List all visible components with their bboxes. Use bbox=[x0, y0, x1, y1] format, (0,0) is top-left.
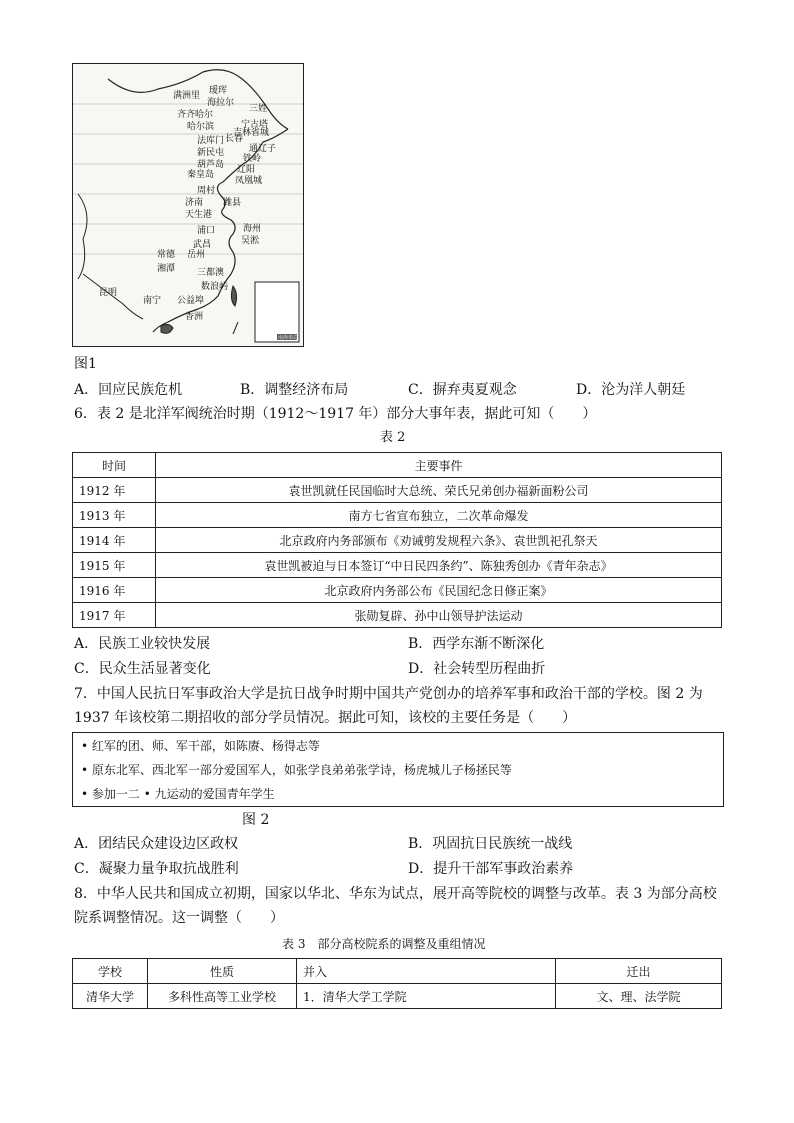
table-cell: 1913 年 bbox=[73, 503, 156, 528]
map-city-label: 新民屯 bbox=[197, 148, 225, 158]
map-city-label: 南宁 bbox=[143, 296, 162, 306]
map-city-label: 天生港 bbox=[185, 210, 213, 220]
q8-stem-line1: 8．中华人民共和国成立初期，国家以华北、华东为试点，展开高等院校的调整与改革。表 3 为部分高校 bbox=[74, 886, 717, 902]
map-city-label: 满洲里 bbox=[173, 91, 201, 101]
map-city-label: 秦皇岛 bbox=[187, 170, 215, 180]
table-header-row bbox=[73, 959, 722, 984]
table-cell: 北京政府内务部公布《民国纪念日修正案》 bbox=[156, 578, 722, 603]
map-inset-label: 南海诸岛 bbox=[278, 335, 299, 341]
table-cell: 张勋复辟、孙中山领导护法运动 bbox=[156, 603, 722, 628]
table-2-title: 表 2 bbox=[380, 430, 406, 445]
table-cell: 1916 年 bbox=[73, 578, 156, 603]
figure-2-box bbox=[72, 732, 724, 807]
map-city-label: 瑷珲 bbox=[209, 86, 228, 96]
table-cell: 1912 年 bbox=[73, 478, 156, 503]
map-city-label: 三都澳 bbox=[197, 268, 225, 278]
q7-option-a[interactable]: A．团结民众建设边区政权 bbox=[74, 836, 239, 852]
table-cell: 南方七省宣布独立，二次革命爆发 bbox=[156, 503, 722, 528]
table-row bbox=[73, 503, 722, 528]
map-city-label: 岳州 bbox=[187, 250, 206, 260]
map-city-label: 公益埠 bbox=[177, 296, 205, 306]
q5-option-d[interactable]: D．沦为洋人朝廷 bbox=[576, 382, 686, 398]
figure-2-item: • 红军的团、师、军干部，如陈赓、杨得志等 bbox=[81, 739, 320, 753]
map-city-label: 三姓 bbox=[249, 104, 268, 114]
table-header-cell: 性质 bbox=[148, 959, 297, 984]
q6-option-b[interactable]: B．西学东渐不断深化 bbox=[408, 636, 545, 652]
table-cell: 1915 年 bbox=[73, 553, 156, 578]
q8-stem-line2: 院系调整情况。这一调整（ ） bbox=[74, 910, 284, 926]
map-city-label: 凤凰城 bbox=[235, 176, 263, 186]
q5-option-b[interactable]: B．调整经济布局 bbox=[240, 382, 349, 398]
table-cell: 1．清华大学工学院 bbox=[297, 984, 556, 1009]
table-cell: 北京政府内务部颁布《劝诫剪发规程六条》、袁世凯祀孔祭天 bbox=[156, 528, 722, 553]
map-city-label: 数浪屿 bbox=[201, 282, 229, 292]
table-header-cell: 迁出 bbox=[556, 959, 722, 984]
table-3-title: 表 3 部分高校院系的调整及重组情况 bbox=[282, 937, 486, 951]
q6-option-c[interactable]: C．民众生活显著变化 bbox=[74, 661, 211, 677]
table-3 bbox=[72, 958, 722, 1009]
q5-option-c[interactable]: C．摒弃夷夏观念 bbox=[408, 382, 517, 398]
map-city-label: 潍县 bbox=[223, 198, 242, 208]
table-cell: 袁世凯就任民国临时大总统、荣氏兄弟创办福新面粉公司 bbox=[156, 478, 722, 503]
map-city-label: 齐齐哈尔 bbox=[177, 110, 214, 120]
table-cell: 袁世凯被迫与日本签订“中日民四条约”、陈独秀创办《青年杂志》 bbox=[156, 553, 722, 578]
q7-option-c[interactable]: C．凝聚力量争取抗战胜利 bbox=[74, 861, 239, 877]
table-cell: 1914 年 bbox=[73, 528, 156, 553]
map-city-label: 周村 bbox=[197, 186, 216, 196]
figure-2-item: • 参加一二 • 九运动的爱国青年学生 bbox=[81, 787, 275, 801]
map-city-label: 昆明 bbox=[99, 288, 118, 298]
map-city-label: 香洲 bbox=[185, 312, 204, 322]
map-city-label: 浦口 bbox=[197, 226, 216, 236]
table-header-cell: 时间 bbox=[73, 453, 156, 478]
table-header-cell: 主要事件 bbox=[156, 453, 722, 478]
map-city-label: 通辽子 bbox=[249, 144, 277, 154]
map-city-label: 济南 bbox=[185, 198, 204, 208]
table-header-row bbox=[73, 453, 722, 478]
q7-option-b[interactable]: B．巩固抗日民族统一战线 bbox=[408, 836, 573, 852]
figure-2-caption: 图 2 bbox=[242, 812, 270, 828]
table-cell: 清华大学 bbox=[73, 984, 148, 1009]
table-cell: 多科性高等工业学校 bbox=[148, 984, 297, 1009]
table-cell: 1917 年 bbox=[73, 603, 156, 628]
map-city-label: 武昌 bbox=[193, 240, 212, 250]
map-city-label: 湘潭 bbox=[157, 264, 176, 274]
map-city-label: 吴淞 bbox=[241, 236, 260, 246]
table-row bbox=[73, 578, 722, 603]
map-figure-1 bbox=[72, 63, 304, 347]
q7-stem-line1: 7．中国人民抗日军事政治大学是抗日战争时期中国共产党创办的培养军事和政治干部的学校。图 2 为 bbox=[74, 686, 703, 702]
map-city-label: 常德 bbox=[157, 250, 176, 260]
map-city-label: 长春 bbox=[225, 134, 244, 144]
map-city-label: 吉林省城 bbox=[233, 128, 270, 138]
table-row bbox=[73, 528, 722, 553]
map-city-label: 海拉尔 bbox=[207, 98, 235, 108]
map-city-label: 辽阳 bbox=[237, 165, 256, 175]
q6-stem: 6．表 2 是北洋军阀统治时期（1912～1917 年）部分大事年表，据此可知（ ） bbox=[74, 406, 597, 422]
table-2 bbox=[72, 452, 722, 628]
map-city-label: 宁古塔 bbox=[241, 120, 269, 130]
map-city-label: 葫芦岛 bbox=[197, 160, 225, 170]
q5-option-a[interactable]: A．回应民族危机 bbox=[74, 382, 183, 398]
q7-option-d[interactable]: D．提升干部军事政治素养 bbox=[408, 861, 574, 877]
figure-2-item: • 原东北军、西北军一部分爱国军人，如张学良弟弟张学诗，杨虎城儿子杨拯民等 bbox=[81, 763, 512, 777]
q6-option-a[interactable]: A．民族工业较快发展 bbox=[74, 636, 211, 652]
map-city-label: 海州 bbox=[243, 224, 262, 234]
table-row bbox=[73, 603, 722, 628]
q7-stem-line2: 1937 年该校第二期招收的部分学员情况。据此可知，该校的主要任务是（ ） bbox=[74, 710, 577, 726]
figure-1-caption: 图1 bbox=[74, 356, 97, 372]
table-cell: 文、理、法学院 bbox=[556, 984, 722, 1009]
table-header-cell: 并入 bbox=[297, 959, 556, 984]
table-header-cell: 学校 bbox=[73, 959, 148, 984]
table-row bbox=[73, 478, 722, 503]
map-city-label: 铁岭 bbox=[243, 154, 262, 164]
q6-option-d[interactable]: D．社会转型历程曲折 bbox=[408, 661, 546, 677]
map-city-label: 哈尔滨 bbox=[187, 122, 215, 132]
table-row bbox=[73, 553, 722, 578]
map-city-label: 法库门 bbox=[197, 136, 225, 146]
table-row bbox=[73, 984, 722, 1009]
